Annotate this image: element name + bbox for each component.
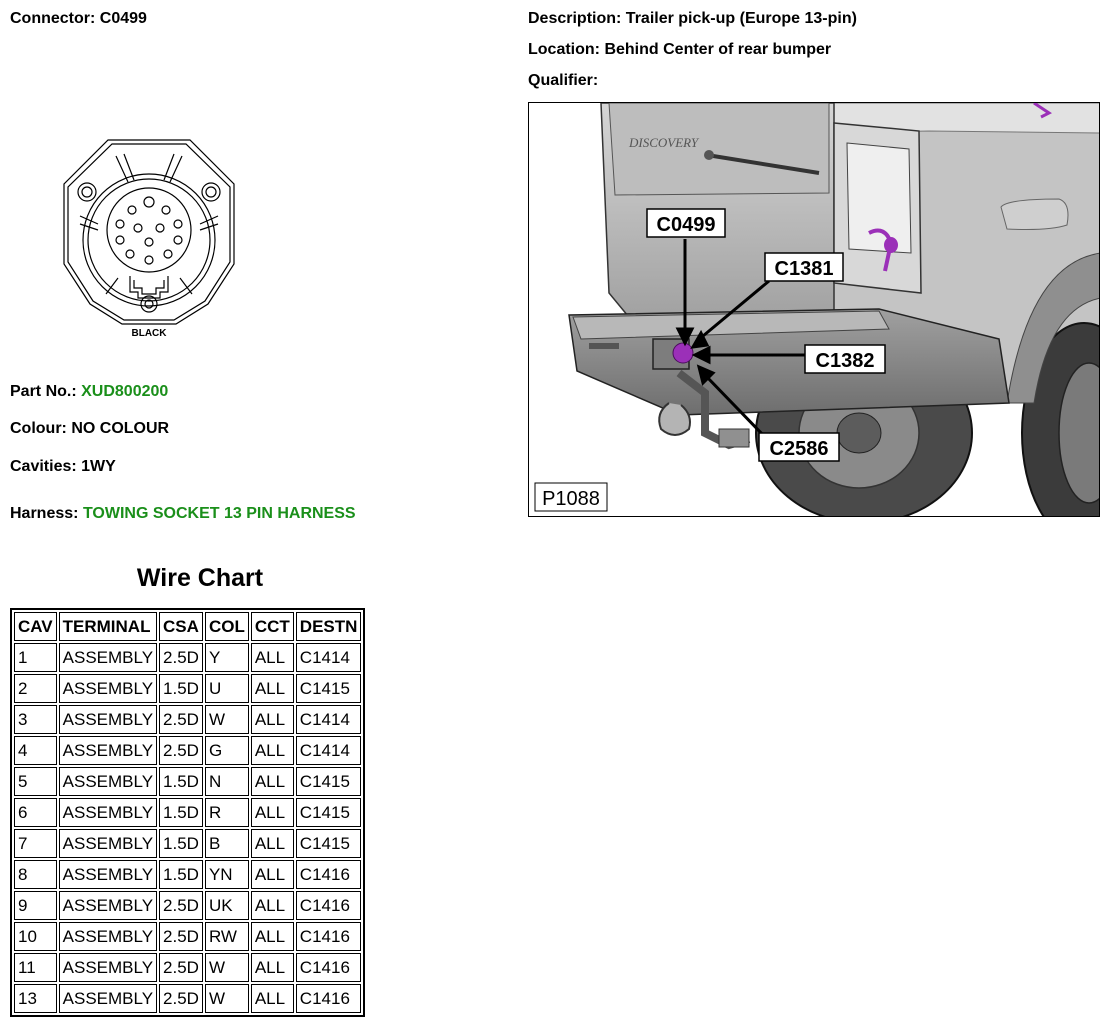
cell-terminal: ASSEMBLY (59, 984, 157, 1013)
cell-cct: ALL (251, 860, 294, 889)
tailgate-badge: DISCOVERY (629, 135, 699, 150)
table-row (14, 705, 361, 734)
colour-label: Colour: (10, 420, 67, 437)
connector-line (10, 10, 147, 28)
callout-c1382: C1382 (815, 350, 875, 372)
cell-terminal: ASSEMBLY (59, 674, 157, 703)
cell-destn: C1416 (296, 953, 362, 982)
cell-cct: ALL (251, 953, 294, 982)
harness-link[interactable]: TOWING SOCKET 13 PIN HARNESS (82, 505, 356, 522)
cell-cav: 10 (14, 922, 57, 951)
cell-csa: 2.5D (159, 891, 203, 920)
table-row (14, 891, 361, 920)
header-cav: CAV (14, 612, 57, 641)
cell-cav: 4 (14, 736, 57, 765)
table-row (14, 829, 361, 858)
cell-terminal: ASSEMBLY (59, 829, 157, 858)
cell-destn: C1416 (296, 860, 362, 889)
connector-label: Connector: (10, 10, 96, 27)
wire-chart-title: Wire Chart (136, 564, 264, 592)
cell-csa: 2.5D (159, 705, 203, 734)
cell-csa: 2.5D (159, 736, 203, 765)
cell-cct: ALL (251, 798, 294, 827)
table-row (14, 922, 361, 951)
cell-col: W (205, 705, 249, 734)
cavities-value: 1WY (81, 458, 116, 475)
cell-terminal: ASSEMBLY (59, 953, 157, 982)
part-no-line (10, 383, 168, 401)
cell-cct: ALL (251, 736, 294, 765)
cell-csa: 2.5D (159, 953, 203, 982)
vehicle-rear-illustration (529, 103, 1100, 517)
table-row (14, 767, 361, 796)
table-row (14, 736, 361, 765)
callout-c1381: C1381 (774, 258, 834, 280)
cell-cav: 2 (14, 674, 57, 703)
cell-cct: ALL (251, 891, 294, 920)
cell-terminal: ASSEMBLY (59, 798, 157, 827)
description-line (528, 10, 857, 28)
cell-cav: 5 (14, 767, 57, 796)
cell-cav: 9 (14, 891, 57, 920)
table-row (14, 860, 361, 889)
cell-csa: 1.5D (159, 767, 203, 796)
part-no-link[interactable]: XUD800200 (81, 383, 169, 400)
cell-col: R (205, 798, 249, 827)
connector-marking: BLACK (131, 328, 167, 339)
cell-col: YN (205, 860, 249, 889)
cell-terminal: ASSEMBLY (59, 922, 157, 951)
cell-destn: C1415 (296, 798, 362, 827)
cell-cav: 11 (14, 953, 57, 982)
cell-col: U (205, 674, 249, 703)
cell-col: N (205, 767, 249, 796)
cell-cct: ALL (251, 829, 294, 858)
cell-cav: 1 (14, 643, 57, 672)
header-col: COL (205, 612, 249, 641)
figure-id: P1088 (542, 488, 600, 510)
cell-destn: C1415 (296, 829, 362, 858)
cavities-label: Cavities: (10, 458, 77, 475)
cell-csa: 2.5D (159, 922, 203, 951)
qualifier-label: Qualifier: (528, 72, 599, 89)
header-cct: CCT (251, 612, 294, 641)
cell-col: UK (205, 891, 249, 920)
cell-csa: 1.5D (159, 829, 203, 858)
harness-line (10, 505, 356, 523)
cell-terminal: ASSEMBLY (59, 643, 157, 672)
cell-terminal: ASSEMBLY (59, 767, 157, 796)
cell-cct: ALL (251, 674, 294, 703)
cell-cav: 3 (14, 705, 57, 734)
cell-destn: C1415 (296, 674, 362, 703)
description-label: Description: (528, 10, 622, 27)
description-value: Trailer pick-up (Europe 13-pin) (625, 10, 857, 27)
cell-csa: 1.5D (159, 860, 203, 889)
location-line (528, 41, 831, 59)
cell-col: W (205, 984, 249, 1013)
table-row (14, 984, 361, 1013)
cell-col: RW (205, 922, 249, 951)
callout-c0499: C0499 (656, 214, 716, 236)
cell-cct: ALL (251, 643, 294, 672)
cell-cav: 13 (14, 984, 57, 1013)
cell-destn: C1416 (296, 984, 362, 1013)
cell-destn: C1414 (296, 705, 362, 734)
cell-cct: ALL (251, 767, 294, 796)
location-photo (528, 102, 1100, 517)
table-row (14, 643, 361, 672)
cell-destn: C1414 (296, 736, 362, 765)
table-header-row (14, 612, 361, 641)
cell-destn: C1416 (296, 891, 362, 920)
connector-value: C0499 (99, 10, 147, 27)
wire-chart-table (10, 608, 365, 1017)
cavities-line (10, 458, 116, 476)
cell-col: W (205, 953, 249, 982)
cell-terminal: ASSEMBLY (59, 860, 157, 889)
table-row (14, 953, 361, 982)
cell-destn: C1414 (296, 643, 362, 672)
location-value: Behind Center of rear bumper (604, 41, 832, 58)
cell-csa: 1.5D (159, 674, 203, 703)
cell-terminal: ASSEMBLY (59, 891, 157, 920)
qualifier-line (528, 72, 598, 90)
cell-terminal: ASSEMBLY (59, 736, 157, 765)
header-destn: DESTN (296, 612, 362, 641)
cell-cct: ALL (251, 922, 294, 951)
cell-cav: 6 (14, 798, 57, 827)
cell-cav: 8 (14, 860, 57, 889)
cell-cct: ALL (251, 705, 294, 734)
cell-col: Y (205, 643, 249, 672)
cell-csa: 1.5D (159, 798, 203, 827)
colour-value: NO COLOUR (71, 420, 170, 437)
cell-cct: ALL (251, 984, 294, 1013)
cell-col: B (205, 829, 249, 858)
header-csa: CSA (159, 612, 203, 641)
cell-csa: 2.5D (159, 643, 203, 672)
callout-c2586: C2586 (769, 438, 829, 460)
part-no-label: Part No.: (10, 383, 77, 400)
harness-label: Harness: (10, 505, 79, 522)
cell-destn: C1415 (296, 767, 362, 796)
cell-csa: 2.5D (159, 984, 203, 1013)
colour-line (10, 420, 169, 438)
cell-cav: 7 (14, 829, 57, 858)
cell-col: G (205, 736, 249, 765)
table-row (14, 798, 361, 827)
cell-terminal: ASSEMBLY (59, 705, 157, 734)
cell-destn: C1416 (296, 922, 362, 951)
table-row (14, 674, 361, 703)
connector-face-diagram (58, 134, 240, 340)
location-label: Location: (528, 41, 600, 58)
header-terminal: TERMINAL (59, 612, 157, 641)
